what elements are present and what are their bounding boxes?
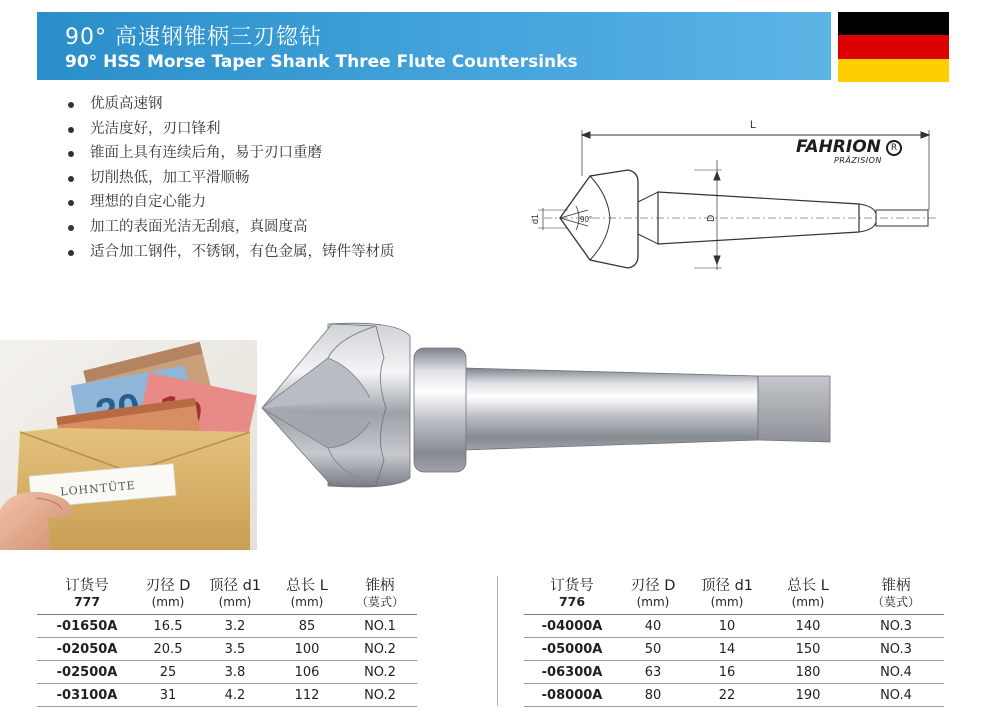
feature-item: 理想的自定心能力 bbox=[66, 190, 395, 215]
cell: NO.4 bbox=[848, 684, 944, 707]
cell: 190 bbox=[768, 684, 848, 707]
order-no-cell: -04000A bbox=[524, 615, 620, 638]
cell: 3.2 bbox=[199, 615, 271, 638]
cell: 20.5 bbox=[137, 638, 199, 661]
cell: 85 bbox=[271, 615, 343, 638]
table-row bbox=[524, 684, 944, 707]
col-length-l: 总长 L (mm) bbox=[271, 578, 343, 615]
cell: NO.2 bbox=[343, 638, 417, 661]
table-row bbox=[37, 638, 417, 661]
feature-item: 切削热低，加工平滑顺畅 bbox=[66, 166, 395, 191]
fahrion-logo bbox=[796, 137, 902, 165]
cell: 180 bbox=[768, 661, 848, 684]
title-chinese: 90° 高速钢锥柄三刃锪钻 bbox=[65, 25, 322, 50]
envelope-label: LOHNTÜTE bbox=[59, 478, 137, 499]
dimension-label-D: D bbox=[706, 214, 717, 222]
cell: 63 bbox=[620, 661, 686, 684]
cell: 106 bbox=[271, 661, 343, 684]
order-no-cell: -05000A bbox=[524, 638, 620, 661]
cell: NO.1 bbox=[343, 615, 417, 638]
cell: 40 bbox=[620, 615, 686, 638]
table-row bbox=[37, 661, 417, 684]
cell: 112 bbox=[271, 684, 343, 707]
title-english: 90° HSS Morse Taper Shank Three Flute Countersinks bbox=[65, 52, 578, 72]
col-diameter-d: 刃径 D (mm) bbox=[137, 578, 199, 615]
cell: 50 bbox=[620, 638, 686, 661]
table-header-row bbox=[37, 578, 417, 615]
cell: NO.3 bbox=[848, 615, 944, 638]
cell: NO.4 bbox=[848, 661, 944, 684]
cell: NO.3 bbox=[848, 638, 944, 661]
table-row bbox=[37, 615, 417, 638]
feature-item: 加工的表面光洁无刮痕，真圆度高 bbox=[66, 215, 395, 240]
series-code: 777 bbox=[73, 594, 101, 609]
cell: NO.2 bbox=[343, 661, 417, 684]
table-row bbox=[524, 661, 944, 684]
table-divider bbox=[497, 576, 498, 706]
feature-list bbox=[66, 92, 395, 264]
flag-stripe-black bbox=[838, 12, 949, 35]
series-code: 776 bbox=[558, 594, 586, 609]
cell: 150 bbox=[768, 638, 848, 661]
cell: 3.8 bbox=[199, 661, 271, 684]
technical-drawing bbox=[524, 110, 946, 282]
order-no-cell: -08000A bbox=[524, 684, 620, 707]
table-row bbox=[524, 638, 944, 661]
order-no-cell: -02050A bbox=[37, 638, 137, 661]
cell: 22 bbox=[686, 684, 768, 707]
col-order-no: 订货号 777 bbox=[37, 578, 137, 615]
order-no-cell: -03100A bbox=[37, 684, 137, 707]
cell: 100 bbox=[271, 638, 343, 661]
col-taper: 锥柄 （莫式） bbox=[343, 578, 417, 615]
cell: 4.2 bbox=[199, 684, 271, 707]
cell: 80 bbox=[620, 684, 686, 707]
cell: 16.5 bbox=[137, 615, 199, 638]
countersink-photo bbox=[258, 318, 838, 490]
germany-flag bbox=[838, 12, 949, 82]
feature-item: 适合加工钢件，不锈钢，有色金属，铸件等材质 bbox=[66, 240, 395, 265]
col-order-no: 订货号 776 bbox=[524, 578, 620, 615]
brand-name: FAHRION bbox=[796, 137, 881, 157]
cell: 14 bbox=[686, 638, 768, 661]
flag-stripe-gold bbox=[838, 59, 949, 82]
dimension-label-d1: d1 bbox=[530, 213, 540, 224]
feature-item: 光洁度好，刃口锋利 bbox=[66, 117, 395, 142]
order-no-cell: -02500A bbox=[37, 661, 137, 684]
col-taper: 锥柄 （莫式） bbox=[848, 578, 944, 615]
spec-table-777 bbox=[37, 578, 417, 707]
table-row bbox=[524, 615, 944, 638]
cell: NO.2 bbox=[343, 684, 417, 707]
cell: 140 bbox=[768, 615, 848, 638]
col-tip-d1: 顶径 d1 (mm) bbox=[686, 578, 768, 615]
dimension-label-L: L bbox=[750, 119, 757, 131]
col-tip-d1: 顶径 d1 (mm) bbox=[199, 578, 271, 615]
angle-label: 90° bbox=[580, 215, 593, 224]
cell: 16 bbox=[686, 661, 768, 684]
cell: 3.5 bbox=[199, 638, 271, 661]
registered-mark-icon: R bbox=[886, 140, 902, 156]
order-no-cell: -01650A bbox=[37, 615, 137, 638]
feature-item: 锥面上具有连续后角，易于刃口重磨 bbox=[66, 141, 395, 166]
spec-table-776 bbox=[524, 578, 944, 707]
feature-item: 优质高速钢 bbox=[66, 92, 395, 117]
table-row bbox=[37, 684, 417, 707]
money-envelope-photo bbox=[0, 340, 257, 550]
order-no-cell: -06300A bbox=[524, 661, 620, 684]
cell: 10 bbox=[686, 615, 768, 638]
flag-stripe-red bbox=[838, 35, 949, 58]
brand-subtitle: PRÄZISION bbox=[834, 156, 882, 165]
col-length-l: 总长 L (mm) bbox=[768, 578, 848, 615]
title-banner bbox=[37, 12, 831, 80]
col-diameter-d: 刃径 D (mm) bbox=[620, 578, 686, 615]
cell: 31 bbox=[137, 684, 199, 707]
table-header-row bbox=[524, 578, 944, 615]
cell: 25 bbox=[137, 661, 199, 684]
